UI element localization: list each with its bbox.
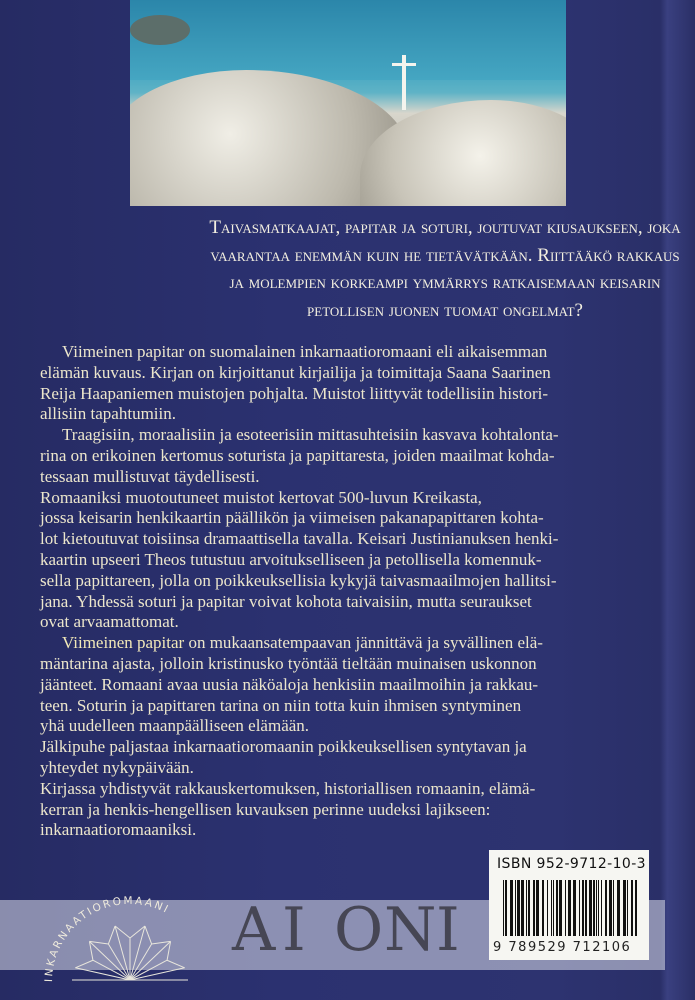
body-line: Jälkipuhe paljastaa inkarnaatioromaanin poikkeuksellisen syntytavan ja [40, 737, 527, 757]
blurb-line: vaarantaa enemmän kuin he tietävätkään. Riittääkö rakkaus [210, 244, 680, 266]
barcode-bar [559, 880, 562, 936]
blurb-heading [205, 214, 685, 324]
barcode-bar [536, 880, 539, 936]
body-line: mäntarina ajasta, jolloin kristinusko työntää tieltään muinaisen uskonnon [40, 653, 537, 673]
body-line: Romaaniksi muotoutuneet muistot kertovat 500-luvun Kreikasta, [40, 487, 482, 507]
fan-ray [130, 926, 145, 980]
fan-edge [167, 960, 185, 968]
fan-edge [130, 926, 145, 938]
body-line: lot kietoutuvat toisiinsa dramaattisella tavalla. Keisari Justinianuksen henki- [40, 529, 559, 549]
barcode-bar [551, 880, 552, 936]
barcode-bar [542, 880, 544, 936]
fan-rays-icon [72, 926, 188, 980]
description-text [40, 342, 650, 841]
book-title-highlight: Viimeinen papitar [62, 633, 185, 653]
fan-edge [145, 926, 152, 944]
barcode-bar [515, 880, 516, 936]
barcode-bar [521, 880, 524, 936]
body-line: tessaan mullistuvat täydellisesti. [40, 466, 260, 486]
isbn-barcode [489, 850, 649, 960]
barcode-bar [517, 880, 520, 936]
fan-ray [130, 941, 171, 980]
barcode-bar [565, 880, 566, 936]
rock [130, 15, 190, 45]
barcode-bar [503, 880, 504, 936]
body-line: Viimeinen papitar on suomalainen inkarnaatioromaani eli aikaisemman [62, 342, 548, 361]
fan-ray [130, 968, 185, 980]
barcode-bar [609, 880, 612, 936]
barcode-bar [617, 880, 620, 936]
barcode-bar [533, 880, 535, 936]
fan-ray [115, 926, 130, 980]
fan-ray [89, 941, 130, 980]
body-line: elämän kuvaus. Kirjan on kirjoittanut kirjailija ja toimittaja Saana Saarinen [40, 362, 551, 382]
watermark-letter: A [232, 895, 276, 965]
body-line: rina on erikoinen kertomus soturista ja papittaresta, joiden maailmat kohda- [40, 445, 555, 465]
svg-text:INKARNAATIOROMAANI [43, 895, 172, 982]
sea [130, 0, 566, 80]
body-line: yhteydet nykypäivään. [40, 757, 194, 777]
barcode-bar [553, 880, 554, 936]
body-line: Traagisiin, moraalisiin ja esoteerisiin mittasuhteisiin kasvava kohtalonta- [62, 425, 559, 445]
inkarnaatioromaani-logo [30, 880, 220, 990]
barcode-bar [631, 880, 633, 936]
watermark-letter: N [384, 895, 437, 965]
body-line: inkarnaatioromaaniksi. [40, 820, 197, 840]
barcode-bar [585, 880, 587, 936]
body-line: kerran ja henkis-hengellisen kuvauksen perinne uudeksi lajikseen: [40, 799, 491, 819]
body-line: yhä uudelleen maanpäälliseen elämään. [40, 716, 310, 736]
body-line [40, 633, 650, 654]
fan-ray [75, 968, 130, 980]
barcode-bar [582, 880, 584, 936]
blurb-line: ja molempien korkeampi ymmärrys ratkaisemaan keisarin [229, 272, 661, 293]
barcode-bar [593, 880, 595, 936]
barcode-bar [596, 880, 597, 936]
cover-photo-coastal-cliff-with-cross [130, 0, 566, 206]
body-line-rest: on mukaansatempaavan jännittävä ja syvällinen elä- [188, 633, 543, 653]
blurb-line: Taivasmatkaajat, papitar ja soturi, joutuvat kiusaukseen, joka [209, 217, 681, 238]
barcode-bar [589, 880, 592, 936]
body-line: allisiin tapahtumiin. [40, 404, 176, 424]
barcode-bar [528, 880, 530, 936]
isbn-label: ISBN 952-9712-10-3 [497, 856, 646, 872]
logo-text: INKARNAATIOROMAANI [42, 894, 172, 983]
barcode-bar [568, 880, 571, 936]
fan-edge [115, 926, 130, 938]
barcode-bar [579, 880, 580, 936]
blurb-line: petollisen juonen tuomat ongelmat? [307, 299, 583, 321]
barcode-bar [598, 880, 599, 936]
barcode-bar [547, 880, 548, 936]
barcode-bars [503, 880, 639, 936]
body-line: jäänteet. Romaani avaa uusia näköaloja henkisiin maailmoihin ja rakkau- [40, 674, 539, 694]
body-line: jossa keisarin henkikaartin päällikön ja viimeisen pakanapapittaren kohta- [40, 508, 544, 528]
barcode-bar [556, 880, 558, 936]
barcode-bar [605, 880, 607, 936]
body-line: teen. Soturin ja papittaren tarina on niin totta kuin ihmisen syntyminen [40, 695, 522, 715]
barcode-bar [613, 880, 614, 936]
body-line: sella papittareen, jolla on poikkeuksellisia kykyjä taivasmaailmojen hallitsi- [40, 570, 557, 590]
barcode-bar [627, 880, 628, 936]
body-line: jana. Yhdessä soturi ja papitar voivat kohota taivaisiin, mutta seuraukset [40, 591, 532, 611]
barcode-bar [635, 880, 637, 936]
cross-icon [392, 63, 416, 66]
fan-edge [75, 960, 93, 968]
barcode-bar [573, 880, 576, 936]
watermark-letter: I [282, 895, 306, 965]
watermark-letter: O [334, 895, 384, 965]
barcode-bar [505, 880, 507, 936]
watermark-letter: I [436, 895, 460, 965]
barcode-bar [510, 880, 513, 936]
barcode-bar [526, 880, 527, 936]
fan-edge [108, 926, 115, 944]
body-line: kaartin upseeri Theos tutustuu arvoitukselliseen ja petollisella komennuk- [40, 549, 542, 569]
body-line: ovat arvaamattomat. [40, 612, 179, 632]
barcode-bar [601, 880, 602, 936]
body-line: Kirjassa yhdistyvät rakkauskertomuksen, historiallisen romaanin, elämä- [40, 778, 536, 798]
barcode-bar [623, 880, 626, 936]
barcode-digits: 9 789529 712106 [493, 940, 632, 955]
body-line: Reija Haapaniemen muistojen pohjalta. Muistot liittyvät todellisiin histori- [40, 383, 549, 403]
